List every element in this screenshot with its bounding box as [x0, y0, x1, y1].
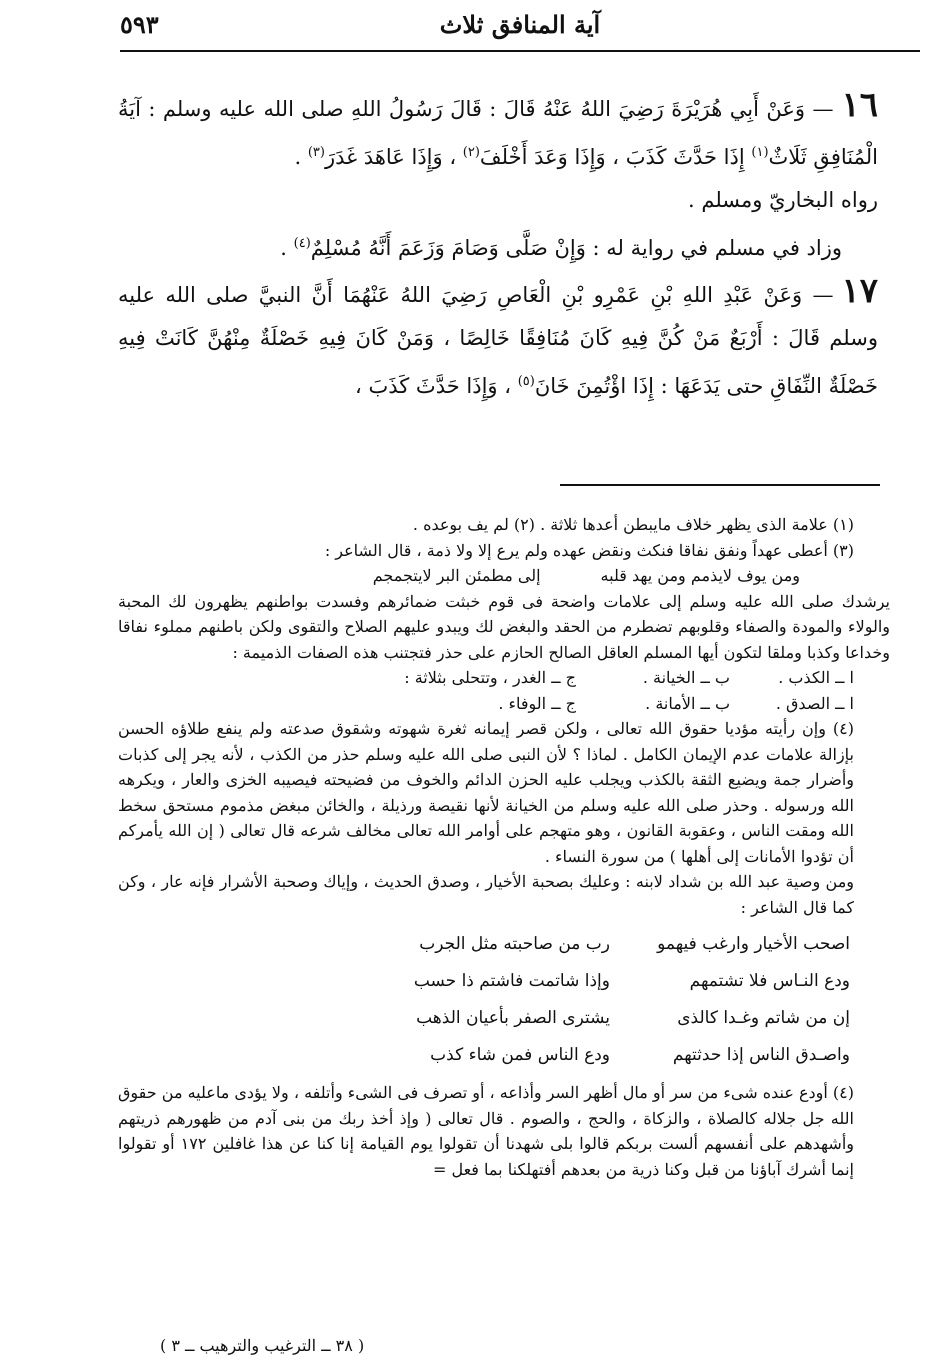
- footnote-paragraph: ومن وصية عبد الله بن شداد لابنه : وعليك بصحبة الأخيار ، وصدق الحديث ، وإياك وصحبة الأشرار فإنه عار ، وكن كما قال الشاعر :: [118, 872, 855, 917]
- hadith-text: — وَعَنْ أَبِي هُرَيْرَةَ رَضِيَ اللهُ عَنْهُ قَالَ : قَالَ رَسُولُ اللهِ صلى الله عليه وسلم : آيَةُ الْمُنَافِقِ ثَلَاثٌ: [118, 97, 878, 169]
- poem-hemistich: رب من صاحبته مثل الجرب: [419, 933, 610, 954]
- footnote-ref: (٣): [307, 145, 325, 160]
- poem-line: [118, 926, 850, 963]
- footnote-ref: (١): [751, 145, 769, 160]
- hadith-text: — وَعَنْ عَبْدِ اللهِ بْنِ عَمْرِو بْنِ الْعَاصِ رَضِيَ اللهُ عَنْهُمَا أَنَّ النبيَّ صلى الله عليه وسلم قَالَ : أَرْبَعٌ مَنْ كُنَّ فِيهِ كَانَ مُنَافِقًا خَالِصًا ، وَمَنْ كَانَ فِيهِ خَصْلَةٌ مِنْهُنَّ كَانَتْ فِيهِ خَصْلَةٌ النِّفَاقِ حتى يَدَعَهَا : إِذَا اؤْتُمِنَ خَانَ: [118, 283, 878, 398]
- addition-line: [118, 222, 878, 270]
- hadith-text: ، وَإِذَا حَدَّثَ كَذَبَ ،: [355, 374, 518, 398]
- page-title: آية المنافق ثلاث: [439, 10, 601, 39]
- narrator-line: رواه البخاريّ ومسلم .: [688, 188, 878, 212]
- hadith-text: ، وَإِذَا عَاهَدَ غَدَرَ: [324, 145, 463, 169]
- verse-hemistich: إلى مطمئن البر لايتجمجم: [372, 566, 541, 585]
- trait-item: ب ــ الخيانة .: [642, 668, 730, 687]
- footnote-4: (٤) وإن رأيته مؤديا حقوق الله تعالى ، ولكن قصر إيمانه ثغرة شهوته وشقوق صدعته ولم ينفع طلاؤه الحسن بإزالة علامات عدم الإيمان الكامل . لماذا ؟ لأن النبى صلى الله عليه وسلم حذر من الكذب ، لأنه يجر إلى كذبات وأضرار جمة ويضيع الثقة بالكذب ويجلب عليه الحزن الدائم والخوف من فضيحته فيصيبه الخزى والعار ، ويكرهه الله ورسوله . وحذر صلى الله عليه وسلم من الخيانة لأنها نقيصة ورذيلة ، والخائن مبغض مذموم مستحق سخط الله ومقت الناس ، وعقوبة القانون ، وهو متهجم على أوامر الله تعالى مخالف شرعه قال تعالى ( إن الله يأمركم أن تؤدوا الأمانات إلى أهلها ) من سورة النساء .: [118, 719, 854, 866]
- poem-line: [118, 1000, 850, 1037]
- addition-text: وزاد في مسلم في رواية له : وَإِنْ صَلَّى وَصَامَ وَزَعَمَ أَنَّهُ مُسْلِمٌ: [310, 236, 842, 260]
- footnotes: [118, 512, 890, 1182]
- poem-hemistich: ودع الناس فمن شاء كذب: [430, 1044, 610, 1065]
- hadith-text: إِذَا حَدَّثَ كَذَبَ ، وَإِذَا وَعَدَ أَخْلَفَ: [479, 145, 752, 169]
- verse-hemistich: ومن يوف لايذمم ومن يهد قلبه: [600, 566, 800, 585]
- footnote-1-2: (١) علامة الذى يظهر خلاف مايبطن أعدها ثلاثة . (٢) لم يف بوعده .: [412, 515, 854, 534]
- hadith-number: ١٦: [841, 85, 878, 125]
- poem-line: [118, 1037, 850, 1074]
- hadith-number: ١٧: [841, 271, 878, 311]
- footnote-divider: [560, 484, 880, 486]
- trait-item: ا ــ الكذب .: [778, 668, 854, 687]
- poem-hemistich: وإذا شاتمت فاشتم ذا حسب: [413, 970, 610, 991]
- footnote-ref: (٤): [293, 236, 311, 251]
- poem-hemistich: اصحب الأخيار وارغب فيهمو: [657, 933, 850, 954]
- footnote-ref: (٥): [517, 374, 535, 389]
- virtues-list: [118, 691, 890, 717]
- poem: [118, 926, 890, 1074]
- virtue-item: ب ــ الأمانة .: [645, 693, 730, 713]
- hadith-17: [118, 270, 878, 408]
- hadith-16: [118, 84, 878, 179]
- hadith-text: .: [294, 145, 308, 169]
- virtue-item: ج ــ الوفاء .: [498, 693, 576, 713]
- footnote-4b: (٤) أودع عنده شىء من سر أو مال أظهر السر وأذاعه ، أو تصرف فى الشىء وأتلفه ، ولا يؤدى ماعليه من حقوق الله جل جلاله كالصلاة ، والزكاة ، والحج ، والصوم . قال تعالى ( وإذ أخذ ربك من بنى آدم من ظهورهم ذريتهم وأشهدهم على أنفسهم ألست بربكم قالوا بلى شهدنا أن تقولوا يوم القيامة إنا كنا عن هذا غافلين ١٧٢ أو تقولوا إنما أشرك آباؤنا من قبل وكنا ذرية من بعدهم أفتهلكنا بما فعل =: [118, 1083, 855, 1179]
- poem-line: [118, 963, 850, 1000]
- traits-list: [118, 665, 890, 691]
- page-footer: ( ٣٨ ــ الترغيب والترهيب ــ ٣ ): [160, 1336, 365, 1355]
- virtue-item: ا ــ الصدق .: [775, 693, 854, 713]
- page-header: [120, 6, 920, 46]
- trait-item: ج ــ الغدر ، وتتحلى بثلاثة :: [404, 668, 576, 687]
- verse-line: [118, 563, 890, 589]
- main-text: [118, 84, 878, 408]
- header-divider: [120, 50, 920, 52]
- footnote-3: (٣) أعطى عهداً ونفق نفاقا فنكث ونقض عهده ولم يرع إلا ولا ذمة ، قال الشاعر :: [324, 540, 854, 560]
- footnote-ref: (٢): [462, 145, 480, 160]
- poem-hemistich: إن من شاتم وغـدا كالذى: [677, 1007, 850, 1028]
- poem-hemistich: ودع النـاس فلا تشتمهم: [689, 970, 850, 991]
- poem-hemistich: يشترى الصفر بأعيان الذهب: [416, 1007, 610, 1028]
- page-number: ٥٩٣: [120, 10, 159, 39]
- addition-end: .: [280, 236, 294, 260]
- poem-hemistich: واصـدق الناس إذا حدثتهم: [672, 1044, 850, 1065]
- footnote-paragraph: يرشدك صلى الله عليه وسلم إلى علامات واضحة فى قوم خبثت ضمائرهم وفسدت بواطنهم يظهرون لك المحبة والولاء والمودة والصفاء وقلوبهم تضطرم من الحقد والبغض لك ويبدو عليهم الصلاح والتقوى ولكن باطنهم مملوء نفاقا وخداعا وكذبا وملقا لتكون أيها المسلم العاقل الصالح الحازم على حذر فتجتنب هذه الصفات الذميمة :: [118, 591, 890, 662]
